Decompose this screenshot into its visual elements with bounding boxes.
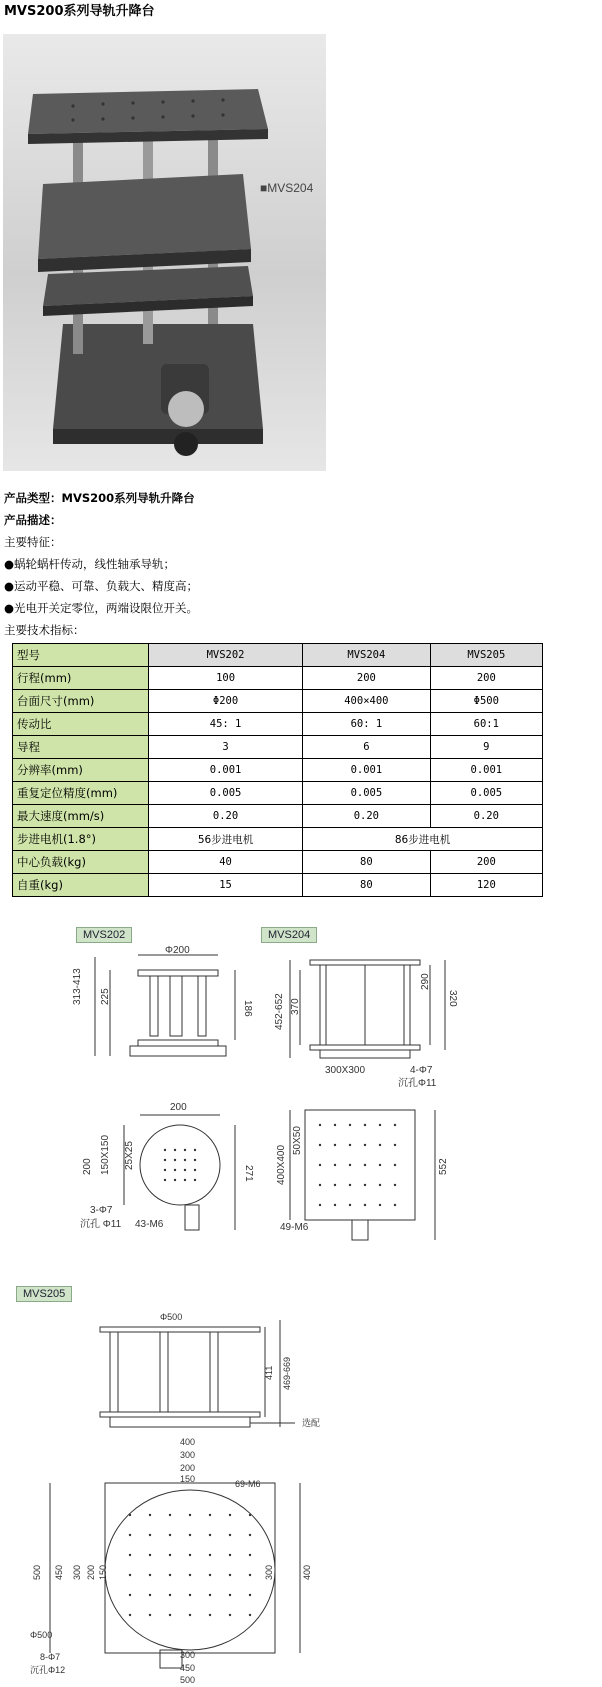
header-cell: MVS205 xyxy=(430,644,542,667)
dim-label: 452-652 xyxy=(274,993,285,1030)
header-cell: MVS202 xyxy=(149,644,303,667)
dim-label: 150 xyxy=(180,1474,196,1484)
dim-label: 370 xyxy=(290,998,301,1015)
table-cell: 0.001 xyxy=(303,759,431,782)
table-cell: 0.20 xyxy=(149,805,303,828)
table-cell: 100 xyxy=(149,667,303,690)
dim-label: 200 xyxy=(180,1463,196,1473)
dim-label: 225 xyxy=(100,988,111,1005)
table-cell: 0.20 xyxy=(430,805,542,828)
dim-label: 300 xyxy=(72,1564,82,1580)
dim-label: Φ200 xyxy=(165,945,190,956)
dim-label: 150 xyxy=(98,1564,108,1580)
table-row xyxy=(13,874,543,897)
product-type-line xyxy=(4,490,195,506)
specs-heading: 主要技术指标： xyxy=(4,623,85,637)
feature-item: ●蜗轮蜗杆传动，线性轴承导轨； xyxy=(4,557,176,571)
dim-label: 500 xyxy=(32,1564,42,1580)
mvs204-drawing xyxy=(270,945,460,1245)
product-type-label: 产品类型： xyxy=(4,491,62,505)
product-type-value: MVS200系列导轨升降台 xyxy=(61,491,195,505)
dim-label: 469-669 xyxy=(282,1356,292,1390)
photo-label: ■MVS204 xyxy=(260,181,314,195)
row-label: 自重(kg) xyxy=(13,874,149,897)
dim-label: 43-M6 xyxy=(135,1219,164,1230)
dim-label: Φ500 xyxy=(30,1630,53,1640)
row-label: 传动比 xyxy=(13,713,149,736)
dim-label: 320 xyxy=(447,990,458,1007)
dim-label: 271 xyxy=(243,1165,254,1182)
dim-label: 69-M6 xyxy=(235,1479,261,1489)
row-label: 导程 xyxy=(13,736,149,759)
table-cell: 9 xyxy=(430,736,542,759)
dim-label: 25X25 xyxy=(124,1141,135,1170)
dim-label: 400 xyxy=(302,1564,312,1580)
table-header-row xyxy=(13,644,543,667)
row-label: 重复定位精度(mm) xyxy=(13,782,149,805)
table-row xyxy=(13,828,543,851)
hole-grid xyxy=(319,1124,396,1206)
dim-label: 50X50 xyxy=(292,1126,303,1155)
dim-label: 186 xyxy=(242,1000,253,1017)
table-cell: 3 xyxy=(149,736,303,759)
dim-label: 3-Φ7 xyxy=(90,1205,113,1216)
product-desc-label: 产品描述： xyxy=(4,513,62,527)
dim-label: 400 xyxy=(180,1437,196,1447)
table-row xyxy=(13,667,543,690)
dim-label: 300X300 xyxy=(325,1065,366,1076)
table-cell: 0.20 xyxy=(303,805,431,828)
dim-label: 200 xyxy=(86,1564,96,1580)
dim-label: 沉孔Φ12 xyxy=(30,1665,66,1675)
drawing-tag-mvs202: MVS202 xyxy=(76,927,132,943)
features-heading: 主要特征： xyxy=(4,535,62,549)
dim-label: 313-413 xyxy=(72,968,83,1005)
product-photo xyxy=(3,34,326,471)
table-cell: 6 xyxy=(303,736,431,759)
table-cell-merged: 86步进电机 xyxy=(303,828,543,851)
row-label: 行程(mm) xyxy=(13,667,149,690)
dim-label: 300 xyxy=(180,1450,196,1460)
hole-grid xyxy=(129,1514,251,1616)
table-cell: 80 xyxy=(303,851,431,874)
dim-label: 200 xyxy=(82,1158,93,1175)
table-cell: 200 xyxy=(430,667,542,690)
table-row xyxy=(13,782,543,805)
table-cell: 80 xyxy=(303,874,431,897)
dim-label: 8-Φ7 xyxy=(40,1652,61,1662)
table-row xyxy=(13,690,543,713)
table-cell: 0.001 xyxy=(430,759,542,782)
table-cell: 40 xyxy=(149,851,303,874)
feature-item: ●运动平稳、可靠、负载大、精度高； xyxy=(4,579,199,593)
dim-label: 552 xyxy=(438,1158,449,1175)
header-cell: MVS204 xyxy=(303,644,431,667)
table-cell: 200 xyxy=(303,667,431,690)
dim-label: 411 xyxy=(264,1365,274,1380)
mvs202-drawing xyxy=(70,945,270,1245)
header-cell: 型号 xyxy=(13,644,149,667)
table-row xyxy=(13,713,543,736)
mvs205-drawing xyxy=(10,1305,340,1685)
row-label: 台面尺寸(mm) xyxy=(13,690,149,713)
table-cell: 0.005 xyxy=(303,782,431,805)
dim-label: 49-M6 xyxy=(280,1222,309,1233)
dim-label: 300 xyxy=(264,1564,274,1580)
dim-label: 150X150 xyxy=(100,1134,111,1175)
table-cell: 60: 1 xyxy=(303,713,431,736)
row-label: 中心负载(kg) xyxy=(13,851,149,874)
dim-label: 450 xyxy=(180,1663,196,1673)
dim-label: 300 xyxy=(180,1650,196,1660)
dim-label: Φ500 xyxy=(160,1312,183,1322)
drawing-tag-mvs205: MVS205 xyxy=(16,1286,72,1302)
table-cell: 56步进电机 xyxy=(149,828,303,851)
table-cell: 45: 1 xyxy=(149,713,303,736)
table-cell: 60:1 xyxy=(430,713,542,736)
dim-label: 290 xyxy=(420,973,431,990)
table-cell: 15 xyxy=(149,874,303,897)
table-cell: 120 xyxy=(430,874,542,897)
spec-table xyxy=(12,643,543,897)
table-row xyxy=(13,851,543,874)
table-row xyxy=(13,759,543,782)
dim-label: 200 xyxy=(170,1102,187,1113)
dim-label: 沉孔 Φ11 xyxy=(80,1219,122,1230)
dim-label: 400X400 xyxy=(276,1144,287,1185)
table-cell: 200 xyxy=(430,851,542,874)
dim-label: 选配 xyxy=(302,1418,321,1428)
table-row xyxy=(13,736,543,759)
table-cell: Φ200 xyxy=(149,690,303,713)
table-cell: 400×400 xyxy=(303,690,431,713)
table-cell: Φ500 xyxy=(430,690,542,713)
row-label: 最大速度(mm/s) xyxy=(13,805,149,828)
table-cell: 0.005 xyxy=(149,782,303,805)
table-cell: 0.001 xyxy=(149,759,303,782)
table-cell: 0.005 xyxy=(430,782,542,805)
drawing-tag-mvs204: MVS204 xyxy=(261,927,317,943)
dim-label: 500 xyxy=(180,1675,196,1685)
row-label: 分辨率(mm) xyxy=(13,759,149,782)
dim-label: 4-Φ7 xyxy=(410,1065,433,1076)
dim-label: 450 xyxy=(54,1564,64,1580)
stage-illustration xyxy=(3,34,326,471)
table-row xyxy=(13,805,543,828)
page-title: MVS200系列导轨升降台 xyxy=(4,4,155,19)
feature-item: ●光电开关定零位，两端设限位开关。 xyxy=(4,601,199,615)
dim-label: 沉孔Φ11 xyxy=(398,1078,437,1089)
row-label: 步进电机(1.8°) xyxy=(13,828,149,851)
